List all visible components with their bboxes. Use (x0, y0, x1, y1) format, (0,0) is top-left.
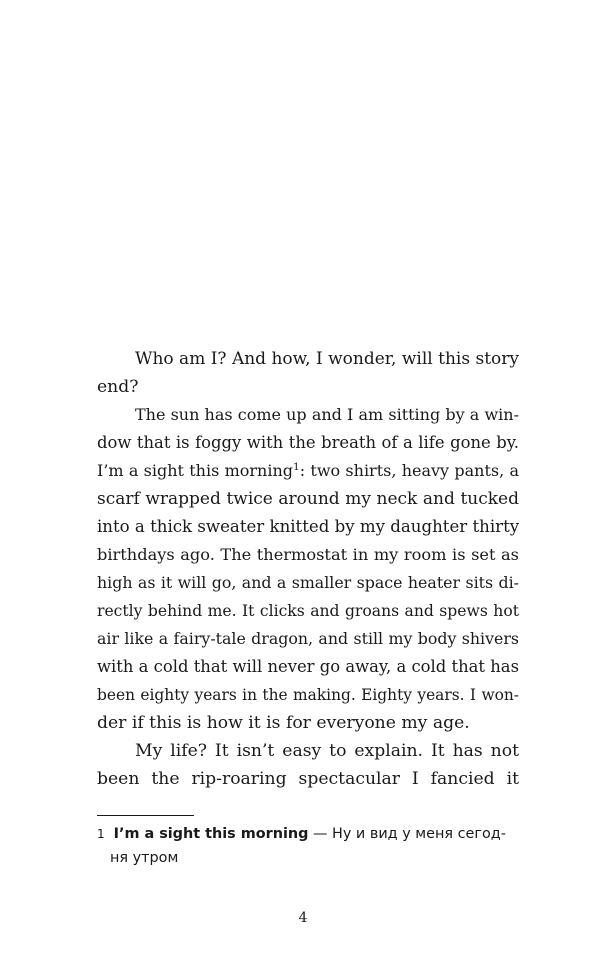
text-line: with a cold that will never go away, a cold that has (97, 657, 519, 676)
text-line: Who am I? And how, I wonder, will this story (135, 349, 519, 369)
text-line: rectly behind me. It clicks and groans and spews hot (97, 602, 519, 620)
footnote-translation: — Ну и вид у меня сегод- (308, 826, 506, 842)
text-line-part: : two shirts, heavy pants, a (299, 461, 520, 480)
footnote-separator (97, 815, 194, 816)
footnote-line: ня утром (110, 850, 179, 866)
text-line: been eighty years in the making. Eighty years. I won- (97, 686, 519, 704)
text-line: into a thick sweater knitted by my daughter thirty (97, 517, 520, 536)
main-text (97, 345, 519, 793)
footnote-entry (97, 822, 506, 846)
text-line: end? (97, 377, 139, 397)
text-line-part: I’m a sight this morning (97, 461, 294, 480)
text-line: My life? It isn’t easy to explain. It has not (135, 741, 519, 761)
text-line (97, 457, 519, 485)
text-line: birthdays ago. The thermostat in my room is set as (97, 545, 519, 564)
footnote-marker: 1 (293, 461, 300, 473)
text-line: der if this is how it is for everyone my age. (97, 713, 470, 733)
footnote (97, 822, 519, 870)
page-number: 4 (298, 910, 308, 926)
text-line: dow that is foggy with the breath of a life gone by. (97, 433, 519, 452)
text-line: air like a fairy-tale dragon, and still my body shivers (97, 629, 519, 648)
text-line: scarf wrapped twice around my neck and tucked (97, 489, 519, 509)
footnote-number: 1 (97, 827, 105, 841)
text-line: been the rip-roaring spectacular I fancied it (97, 769, 519, 789)
footnote-term: I’m a sight this morning (113, 826, 309, 842)
footnote-line (97, 822, 519, 846)
text-line: high as it will go, and a smaller space heater sits di- (97, 573, 519, 592)
text-line: The sun has come up and I am sitting by a win- (135, 405, 519, 424)
